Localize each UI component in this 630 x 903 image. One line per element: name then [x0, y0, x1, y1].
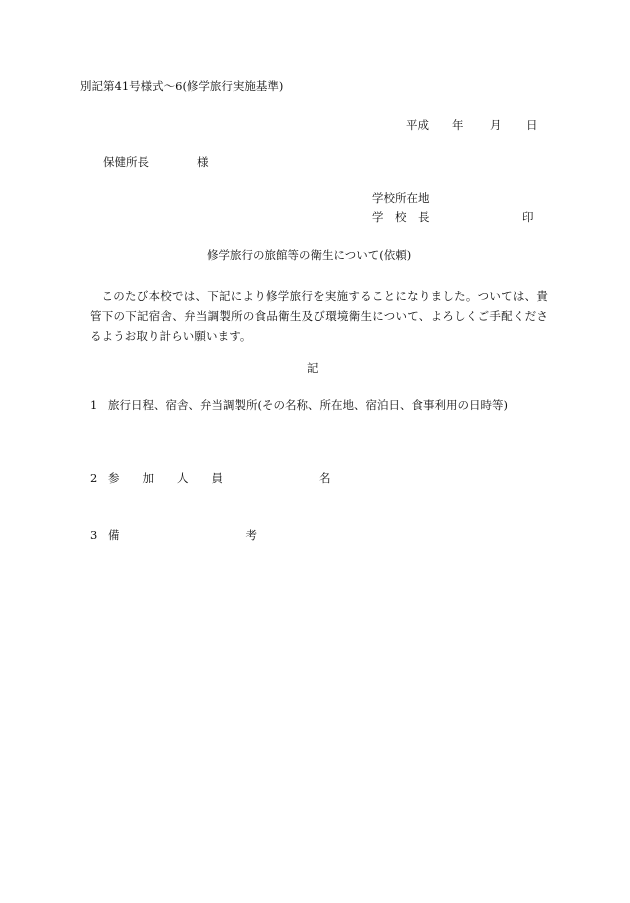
item-label-second: 考: [245, 528, 257, 542]
date-month-unit: 月: [490, 118, 502, 132]
item-label: 備: [108, 528, 120, 542]
seal-mark: 印: [522, 210, 534, 224]
principal-label: 学 校 長: [372, 210, 430, 224]
date-day-unit: 日: [526, 118, 538, 132]
item-remarks: [90, 530, 257, 542]
document-subject: 修学旅行の旅館等の衛生について(依頼): [207, 248, 412, 262]
item-participants: [90, 473, 331, 485]
record-heading: 記: [307, 361, 319, 375]
item-label: 参 加 人 員: [108, 471, 223, 485]
item-number: 3: [90, 528, 98, 542]
item-label: 旅行日程、宿舎、弁当調製所(その名称、所在地、宿泊日、食事利用の日時等): [108, 398, 508, 412]
addressee-honorific: 様: [197, 155, 209, 169]
form-identifier: 別記第41号様式〜6(修学旅行実施基準): [80, 79, 284, 93]
addressee-name: 保健所長: [103, 155, 149, 169]
request-body: このたび本校では、下記により修学旅行を実施することになりました。ついては、貴管下の下記宿舎、弁当調製所の食品衛生及び環境衛生について、よろしくご手配くださるようお取り計らい願います。: [90, 289, 548, 343]
school-location-label: 学校所在地: [372, 191, 430, 205]
item-travel-schedule: [90, 400, 508, 412]
date-line: [406, 120, 538, 132]
addressee-line: [103, 157, 209, 169]
date-year-unit: 年: [452, 118, 464, 132]
item-suffix: 名: [319, 471, 331, 485]
item-number: 1: [90, 398, 98, 412]
item-number: 2: [90, 471, 98, 485]
date-era: 平成: [406, 118, 429, 132]
